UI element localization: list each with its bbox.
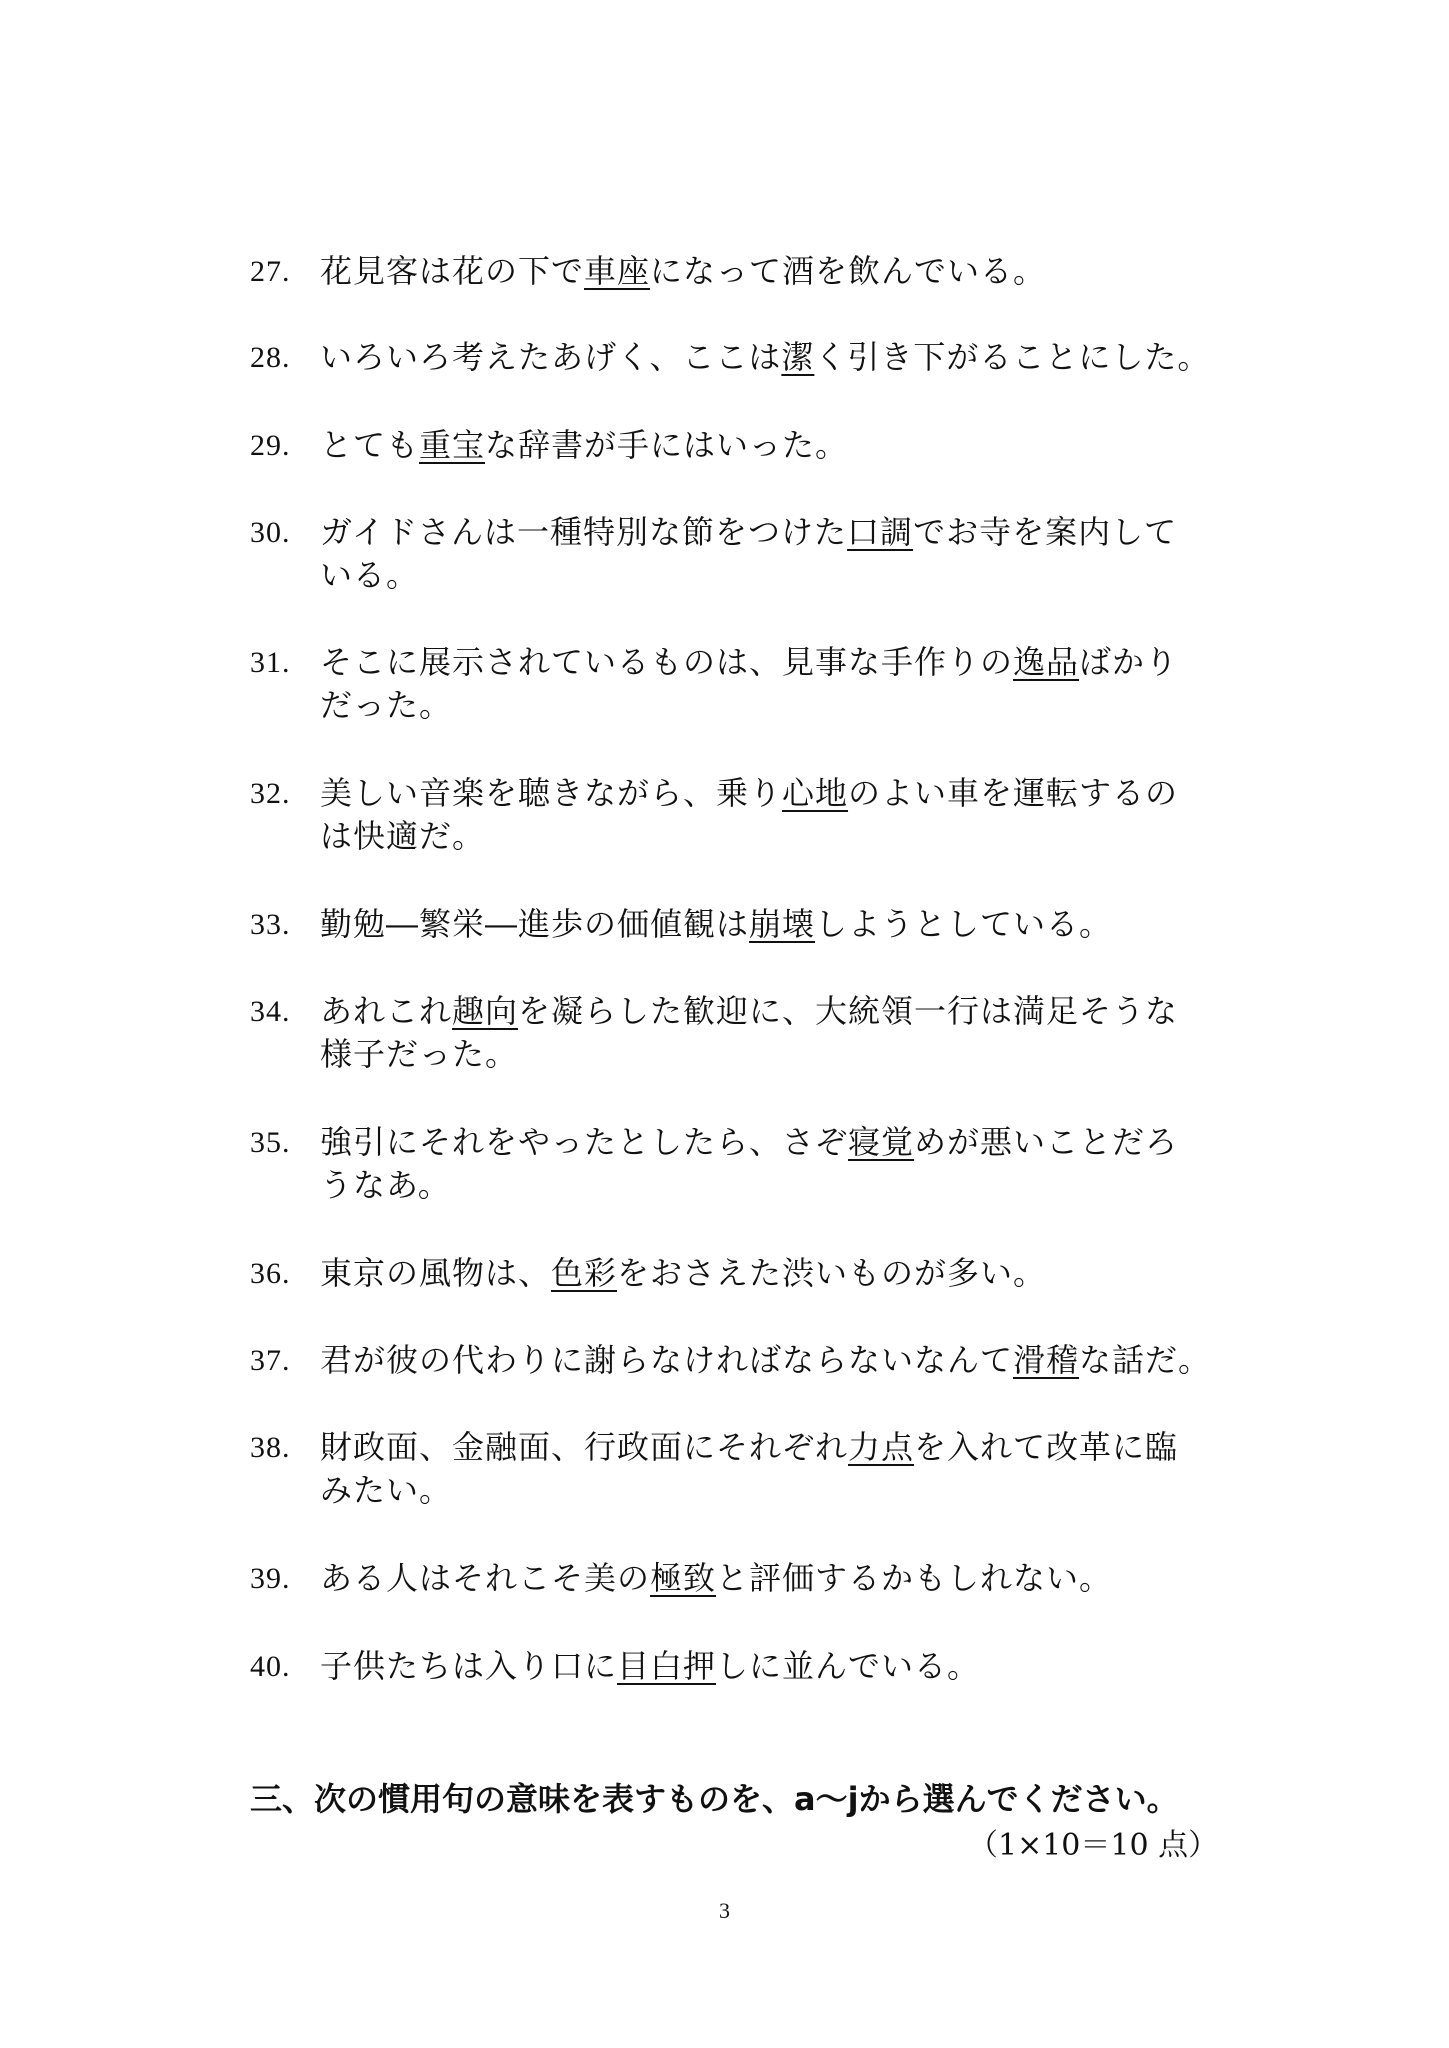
text-before: 東京の風物は、	[320, 1254, 552, 1292]
text-after: く引き下がることにした。	[814, 338, 1211, 376]
question-number: 30.	[250, 516, 291, 549]
text-after: をおさえた渋いものが多い。	[617, 1254, 1047, 1292]
text-continuation: だった。	[320, 686, 453, 724]
text-after: ばかり	[1079, 643, 1179, 681]
question-text	[320, 1339, 1211, 1382]
question-text	[320, 1252, 1046, 1295]
question-number: 37.	[250, 1344, 291, 1377]
question-number: 35.	[250, 1126, 291, 1159]
text-before: 君が彼の代わりに謝らなければならないなんて	[320, 1341, 1014, 1379]
question-number: 36.	[250, 1257, 291, 1290]
question-text	[320, 641, 1178, 727]
text-before: 花見客は花の下で	[320, 252, 585, 290]
underlined-word: 色彩	[551, 1254, 618, 1292]
section-heading: 三、次の慣用句の意味を表すものを、a～jから選んでください。	[250, 1780, 1179, 1818]
question-text	[320, 336, 1210, 379]
question-number: 28.	[250, 341, 291, 374]
question-number: 33.	[250, 908, 291, 941]
text-after: めが悪いことだろ	[914, 1123, 1179, 1161]
text-continuation: 様子だった。	[320, 1035, 519, 1073]
question-text	[320, 772, 1178, 858]
underlined-word: 逸品	[1013, 643, 1080, 681]
question-number: 39.	[250, 1562, 291, 1595]
question-text	[320, 990, 1178, 1076]
text-before: とても	[320, 426, 420, 464]
question-number: 27.	[250, 255, 291, 288]
text-after: と評価するかもしれない。	[716, 1559, 1113, 1597]
text-before: 子供たちは入り口に	[320, 1647, 618, 1685]
question-text	[320, 1426, 1178, 1512]
underlined-word: 心地	[782, 774, 849, 812]
page-number: 3	[719, 1898, 730, 1923]
text-after: しようとしている。	[815, 905, 1113, 943]
underlined-word: 趣向	[452, 992, 519, 1030]
text-before: 強引にそれをやったとしたら、さぞ	[320, 1123, 849, 1161]
question-number: 34.	[250, 995, 291, 1028]
text-before: 財政面、金融面、行政面にそれぞれ	[320, 1428, 849, 1466]
question-number: 29.	[250, 429, 291, 462]
question-text	[320, 511, 1177, 597]
question-number: 38.	[250, 1431, 291, 1464]
question-text	[320, 1557, 1112, 1600]
text-continuation: うなあ。	[320, 1166, 451, 1204]
section-points: （1×10＝10 点）	[968, 1828, 1219, 1863]
underlined-word: 寝覚	[848, 1123, 915, 1161]
question-text	[320, 1121, 1178, 1207]
text-after: でお寺を案内して	[913, 513, 1178, 551]
text-before: あれこれ	[320, 992, 453, 1030]
underlined-word: 潔	[781, 338, 815, 376]
question-number: 32.	[250, 777, 291, 810]
text-after: のよい車を運転するの	[848, 774, 1179, 812]
underlined-word: 目白押	[617, 1647, 717, 1685]
text-after: を入れて改革に臨	[914, 1428, 1179, 1466]
text-before: ガイドさんは一種特別な節をつけた	[320, 513, 848, 551]
question-text	[320, 1645, 980, 1688]
underlined-word: 崩壊	[749, 905, 816, 943]
question-number: 31.	[250, 646, 291, 679]
text-after: な話だ。	[1079, 1341, 1212, 1379]
text-before: いろいろ考えたあげく、ここは	[320, 338, 782, 376]
underlined-word: 重宝	[419, 426, 486, 464]
text-before: 美しい音楽を聴きながら、乗り	[320, 774, 783, 812]
text-before: 勤勉―繁栄―進歩の価値観は	[320, 905, 750, 943]
underlined-word: 力点	[848, 1428, 915, 1466]
text-after: しに並んでいる。	[716, 1647, 981, 1685]
text-before: そこに展示されているものは、見事な手作りの	[320, 643, 1014, 681]
text-continuation: は快適だ。	[320, 817, 486, 855]
question-text	[320, 250, 1046, 293]
text-after: を凝らした歓迎に、大統領一行は満足そうな	[518, 992, 1179, 1030]
question-number: 40.	[250, 1650, 291, 1683]
underlined-word: 極致	[650, 1559, 717, 1597]
text-after: になって酒を飲んでいる。	[650, 252, 1047, 290]
question-text	[320, 903, 1112, 946]
underlined-word: 口調	[847, 513, 914, 551]
question-text	[320, 424, 848, 467]
text-continuation: みたい。	[320, 1471, 453, 1509]
text-after: な辞書が手にはいった。	[485, 426, 849, 464]
text-before: ある人はそれこそ美の	[320, 1559, 651, 1597]
text-continuation: いる。	[320, 556, 420, 594]
underlined-word: 車座	[584, 252, 651, 290]
underlined-word: 滑稽	[1013, 1341, 1080, 1379]
